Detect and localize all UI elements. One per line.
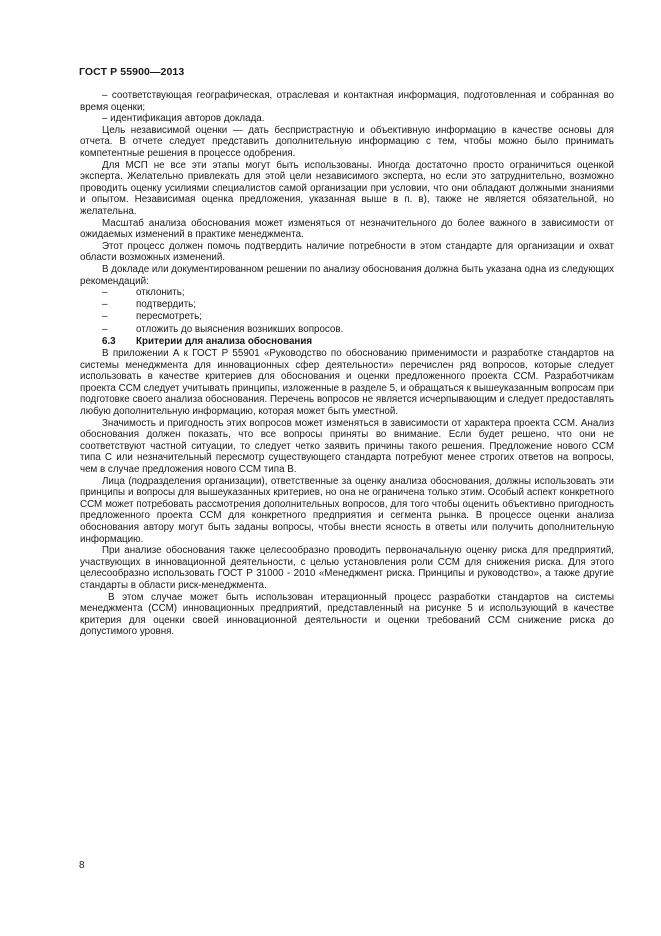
paragraph: Лица (подразделения организации), ответственные за оценку анализа обоснования, должны использовать эти принципы и вопросы для вышеуказанных критериев, но она не ограничена только этим. Особый аспект конкретного ССМ может потребовать рассмотрения дополнительных вопросов, для того чтобы оценить объективно пригодность предложенного проекта ССМ для конкретного предприятия и сегмента рынка. В процессе оценки анализа обоснования автору могут быть заданы вопросы, чтобы внести ясность в ответы или получить дополнительную информацию.: [80, 475, 614, 545]
section-number: 6.3: [102, 335, 116, 347]
recommendation-item: [80, 299, 614, 311]
dash-marker: –: [102, 311, 108, 323]
paragraph: – соответствующая географическая, отраслевая и контактная информация, подготовленная и собранная во время оценки;: [80, 90, 614, 113]
dash-marker: –: [102, 287, 108, 299]
paragraph: – идентификация авторов доклада.: [102, 113, 265, 125]
paragraph: В этом случае может быть использован итерационный процесс разработки стандартов на системы менеджмента (ССМ) инновационных предприятий, представленный на рисунке 5 и использующий в качестве критерия для оценки своей инновационной деятельности и оценки требований ССМ снижение риска до допустимого уровня.: [80, 591, 614, 638]
page-number: 8: [79, 860, 85, 871]
recommendation-text: подтвердить;: [136, 299, 197, 311]
paragraph: Масштаб анализа обоснования может изменяться от незначительного до более важного в зависимости от ожидаемых изменений в практике менеджмента.: [80, 217, 614, 241]
recommendation-item: [80, 324, 614, 336]
recommendation-item: [80, 287, 614, 299]
dash-marker: –: [102, 299, 108, 311]
recommendation-item: [80, 311, 614, 323]
recommendation-text: пересмотреть;: [136, 311, 202, 323]
paragraph: В докладе или документированном решении по анализу обоснования должна быть указана одна из следующих рекомендаций:: [80, 263, 614, 287]
paragraph: Цель независимой оценки — дать беспристрастную и объективную информацию в качестве основы для отчета. В отчете следует представить дополнительную информацию с тем, чтобы можно было принимать компетентные решения в процессе одобрения.: [80, 124, 614, 159]
section-title: Критерии для анализа обоснования: [136, 335, 313, 347]
document-body: [80, 90, 614, 638]
dash-marker: –: [102, 323, 108, 335]
recommendation-text: отложить до выяснения возникших вопросов.: [136, 323, 344, 335]
paragraph: Этот процесс должен помочь подтвердить наличие потребности в этом стандарте для организации и охват области возможных изменений.: [80, 240, 614, 264]
document-header: ГОСТ Р 55900—2013: [79, 66, 185, 78]
paragraph: В приложении А к ГОСТ Р 55901 «Руководство по обоснованию применимости и разработке стандартов на системы менеджмента для инновационных сфер деятельности» перечислен ряд вопросов, которые следует использовать в качестве критериев для обоснования и оценки предложенного проекта ССМ. Разработчикам проекта ССМ следует учитывать принципы, изложенные в разделе 5, и обращаться к вышеуказанным вопросам при подготовке своего анализа обоснования. Перечень вопросов не является исчерпывающим и следует предоставлять любую дополнительную информацию, которая может быть уместной.: [80, 348, 614, 417]
recommendation-text: отклонить;: [136, 287, 185, 299]
paragraph: При анализе обоснования также целесообразно проводить первоначальную оценку риска для предприятий, участвующих в инновационной деятельности, с целью установления роли ССМ для снижения риска. Для этого целесообразно использовать ГОСТ Р 31000 - 2010 «Менеджмент риска. Принципы и руководство», а также другие стандарты в области риск-менеджмента.: [80, 545, 614, 591]
section-heading: [80, 336, 614, 348]
paragraph: Значимость и пригодность этих вопросов может изменяться в зависимости от характера проекта ССМ. Анализ обоснования должен показать, что все вопросы приняты во внимание. Если будет решено, что они не соответствуют частной ситуации, то следует четко заявить причины такого решения. Предложение нового ССМ типа С или незначительный пересмотр существующего стандарта потребуют менее строгих ответов на вопросы, чем в случае предложения нового ССМ типа В.: [80, 417, 614, 475]
paragraph: Для МСП не все эти этапы могут быть использованы. Иногда достаточно просто ограничиться оценкой эксперта. Желательно привлекать для этой цели независимого эксперта, но если это затруднительно, возможно проводить оценку усилиями специалистов самой организации при условии, что они обладают должными знаниями и опытом. Независимая оценка предложения, указанная выше в п. в), также не является обязательной, но желательна.: [80, 159, 614, 217]
